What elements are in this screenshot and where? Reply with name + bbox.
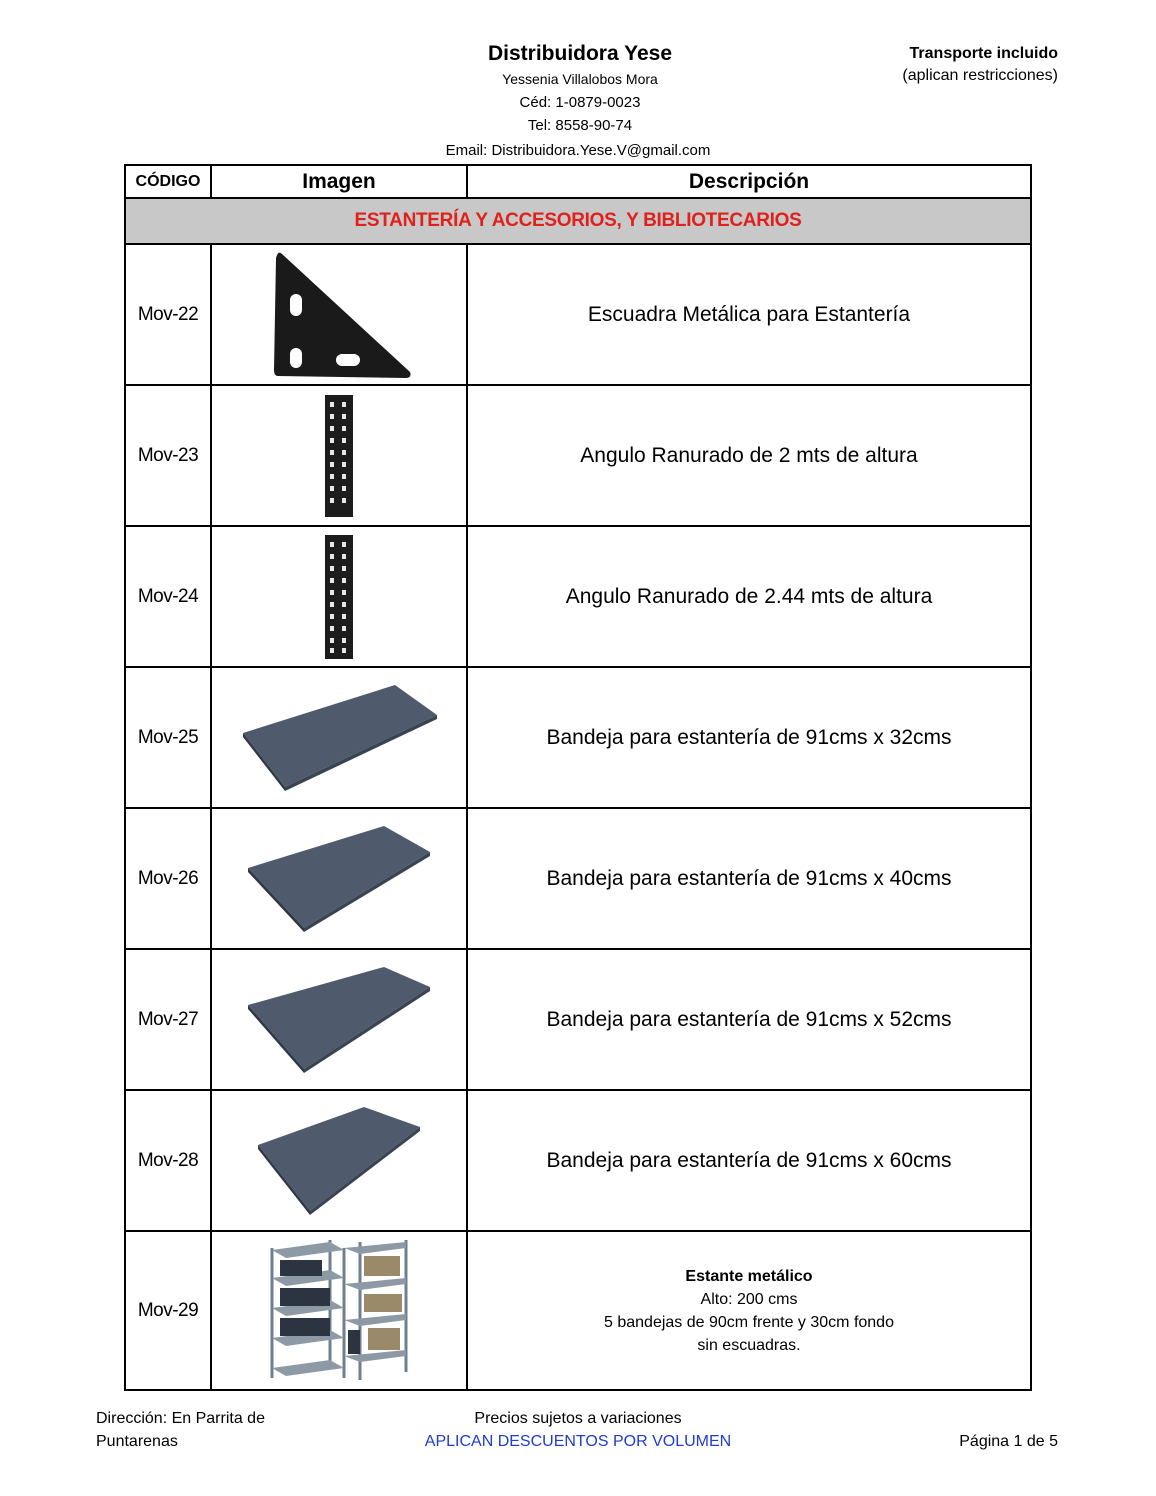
slotted-angle-icon bbox=[324, 534, 354, 660]
page-number: Página 1 de 5 bbox=[959, 1433, 1058, 1450]
product-image bbox=[211, 808, 467, 949]
product-image bbox=[211, 526, 467, 667]
table-row bbox=[125, 244, 1031, 385]
product-code: Mov-27 bbox=[125, 949, 211, 1090]
discount-note: APLICAN DESCUENTOS POR VOLUMEN bbox=[424, 1433, 732, 1450]
product-description: Escuadra Metálica para Estantería bbox=[467, 244, 1031, 385]
address-line: Puntarenas bbox=[96, 1433, 178, 1450]
shelf-tray-icon bbox=[244, 824, 434, 934]
phone-number: Tel: 8558-90-74 bbox=[527, 117, 633, 134]
shelf-tray-icon bbox=[244, 965, 434, 1075]
description-line: sin escuadras. bbox=[697, 1336, 801, 1354]
transport-note bbox=[902, 43, 1058, 87]
table-row bbox=[125, 949, 1031, 1090]
header-code: CÓDIGO bbox=[125, 165, 211, 198]
company-name: Distribuidora Yese bbox=[487, 42, 673, 65]
product-image bbox=[211, 1090, 467, 1231]
table-row bbox=[125, 1231, 1031, 1390]
product-code: Mov-23 bbox=[125, 385, 211, 526]
product-description: Angulo Ranurado de 2.44 mts de altura bbox=[467, 526, 1031, 667]
product-image bbox=[211, 949, 467, 1090]
product-description: Bandeja para estantería de 91cms x 32cms bbox=[467, 667, 1031, 808]
owner-name: Yessenia Villalobos Mora bbox=[502, 71, 658, 87]
shelf-tray-icon bbox=[239, 683, 439, 793]
product-code: Mov-26 bbox=[125, 808, 211, 949]
product-code: Mov-24 bbox=[125, 526, 211, 667]
product-code: Mov-22 bbox=[125, 244, 211, 385]
product-code: Mov-28 bbox=[125, 1090, 211, 1231]
product-description: Angulo Ranurado de 2 mts de altura bbox=[467, 385, 1031, 526]
table-header-row bbox=[125, 165, 1031, 198]
metal-shelving-icon bbox=[264, 1238, 414, 1384]
description-line: 5 bandejas de 90cm frente y 30cm fondo bbox=[604, 1313, 894, 1331]
product-image bbox=[211, 385, 467, 526]
product-image bbox=[211, 1231, 467, 1390]
product-image bbox=[211, 244, 467, 385]
bracket-icon bbox=[264, 250, 414, 380]
slotted-angle-icon bbox=[324, 394, 354, 518]
prices-note: Precios sujetos a variaciones bbox=[474, 1410, 682, 1427]
email-address: Email: Distribuidora.Yese.V@gmail.com bbox=[445, 142, 711, 159]
product-image bbox=[211, 667, 467, 808]
description-title: Estante metálico bbox=[685, 1267, 813, 1285]
section-title: ESTANTERÍA Y ACCESORIOS, Y BIBLIOTECARIOS bbox=[125, 198, 1031, 244]
description-line: Alto: 200 cms bbox=[700, 1290, 798, 1308]
table-row bbox=[125, 808, 1031, 949]
table-row bbox=[125, 526, 1031, 667]
product-description: Bandeja para estantería de 91cms x 52cms bbox=[467, 949, 1031, 1090]
transport-title: Transporte incluido bbox=[909, 45, 1058, 62]
footer-notes bbox=[378, 1407, 778, 1453]
table-row bbox=[125, 667, 1031, 808]
transport-restrictions: (aplican restricciones) bbox=[902, 67, 1058, 84]
id-number: Céd: 1-0879-0023 bbox=[519, 94, 641, 111]
product-description: Bandeja para estantería de 91cms x 60cms bbox=[467, 1090, 1031, 1231]
table-row bbox=[125, 385, 1031, 526]
product-description: Bandeja para estantería de 91cms x 40cms bbox=[467, 808, 1031, 949]
header-description: Descripción bbox=[467, 165, 1031, 198]
product-code: Mov-25 bbox=[125, 667, 211, 808]
header-image: Imagen bbox=[211, 165, 467, 198]
address bbox=[96, 1407, 316, 1453]
product-description bbox=[467, 1231, 1031, 1390]
product-table bbox=[124, 164, 1032, 1391]
table-row bbox=[125, 1090, 1031, 1231]
product-code: Mov-29 bbox=[125, 1231, 211, 1390]
section-row bbox=[125, 198, 1031, 244]
document-header bbox=[340, 40, 820, 137]
address-line: Dirección: En Parrita de bbox=[96, 1410, 265, 1427]
shelf-tray-icon bbox=[254, 1105, 424, 1217]
